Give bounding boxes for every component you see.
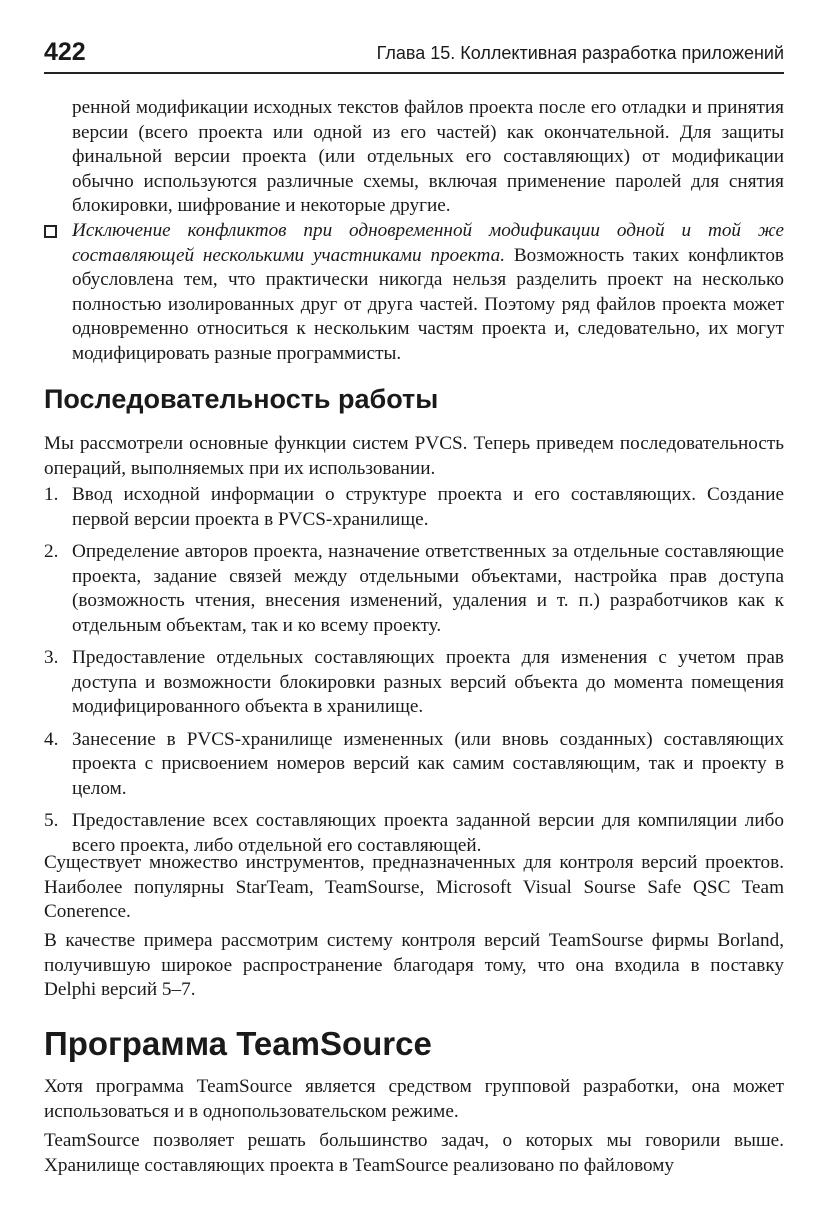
continuation-paragraph: ренной модификации исходных текстов файлов проекта после его отладки и принятия версии (всего проекта или одной из его частей) как окончательной. Для защиты финальной версии проекта (или отдельных его составляющих) от модификации обычно используются различные схемы, включая применение паролей для снятия блокировки, шифрование и некоторые другие. [72, 97, 784, 216]
list-marker: 4. [44, 728, 59, 750]
list-item-text: Занесение в PVCS-хранилище измененных (или вновь созданных) составляющих проекта с присвоением номеров версий как самим составляющим, так и проекту в целом. [72, 728, 784, 799]
page-header [44, 38, 784, 74]
list-item [44, 646, 784, 720]
list-item-text: Предоставление всех составляющих проекта заданной версии для компиляции либо всего проекта, либо отдельной его составляющей. [72, 810, 784, 856]
list-item [44, 483, 784, 532]
list-marker: 2. [44, 541, 59, 562]
bullet-text [72, 219, 784, 366]
intro-paragraph: Мы рассмотрели основные функции систем PVCS. Теперь приведем последовательность операций, выполняемых при их использовании. [44, 433, 784, 479]
running-head: Глава 15. Коллективная разработка приложений [376, 43, 784, 63]
list-item-text: Предоставление отдельных составляющих проекта для изменения с учетом прав доступа и возможности блокировки разных версий объекта до момента помещения модифицированного объекта в хранилище. [72, 647, 784, 717]
list-marker: 3. [44, 647, 59, 668]
list-marker: 5. [44, 810, 59, 831]
steps-list [44, 483, 784, 866]
bullet-body: Возможность таких конфликтов обусловлена тем, что практически никогда нельзя разделить проект на несколько полностью изолированных друг от друга частей. Поэтому ряд файлов проекта может одновременно относиться к нескольким частям проекта и, следовательно, их могут модифицировать разные программисты. [72, 244, 784, 364]
list-item-text: Ввод исходной информации о структуре проекта и его составляющих. Создание первой версии проекта в PVCS-хранилище. [72, 484, 784, 530]
list-item [44, 728, 784, 802]
section-heading-sequence: Последовательность работы [44, 384, 439, 414]
teamsource-paragraph-2: TeamSource позволяет решать большинство задач, о которых мы говорили выше. Хранилище составляющих проекта в TeamSource реализовано по файловому [44, 1130, 784, 1176]
checkbox-bullet-icon [44, 225, 57, 238]
tools-paragraph: Существует множество инструментов, предназначенных для контроля версий проектов. Наиболее популярны StarTeam, TeamSourse, Microsoft Visual Sourse Safe QSC Team Conerence. [44, 852, 784, 922]
teamsource-paragraph-1: Хотя программа TeamSource является средством групповой разработки, она может использоваться и в однопользовательском режиме. [44, 1076, 784, 1122]
example-paragraph: В качестве примера рассмотрим систему контроля версий TeamSourse фирмы Borland, получившую широкое распространение благодаря тому, что она входила в поставку Delphi версий 5–7. [44, 930, 784, 1000]
list-item [44, 540, 784, 638]
bullet-emphasis: Исключение конфликтов при одновременной модификации одной и той же составляющей несколькими участниками проекта. [72, 220, 784, 266]
list-item-text: Определение авторов проекта, назначение ответственных за отдельные составляющие проекта, задание связей между отдельными объектами, настройка прав доступа (возможность чтения, внесения изменений, удаления и т. п.) разработчиков как к отдельным объектам, так и ко всему проекту. [72, 541, 784, 636]
section-heading-teamsource: Программа TeamSource [44, 1025, 432, 1062]
page-number: 422 [44, 38, 86, 66]
list-marker: 1. [44, 484, 59, 505]
